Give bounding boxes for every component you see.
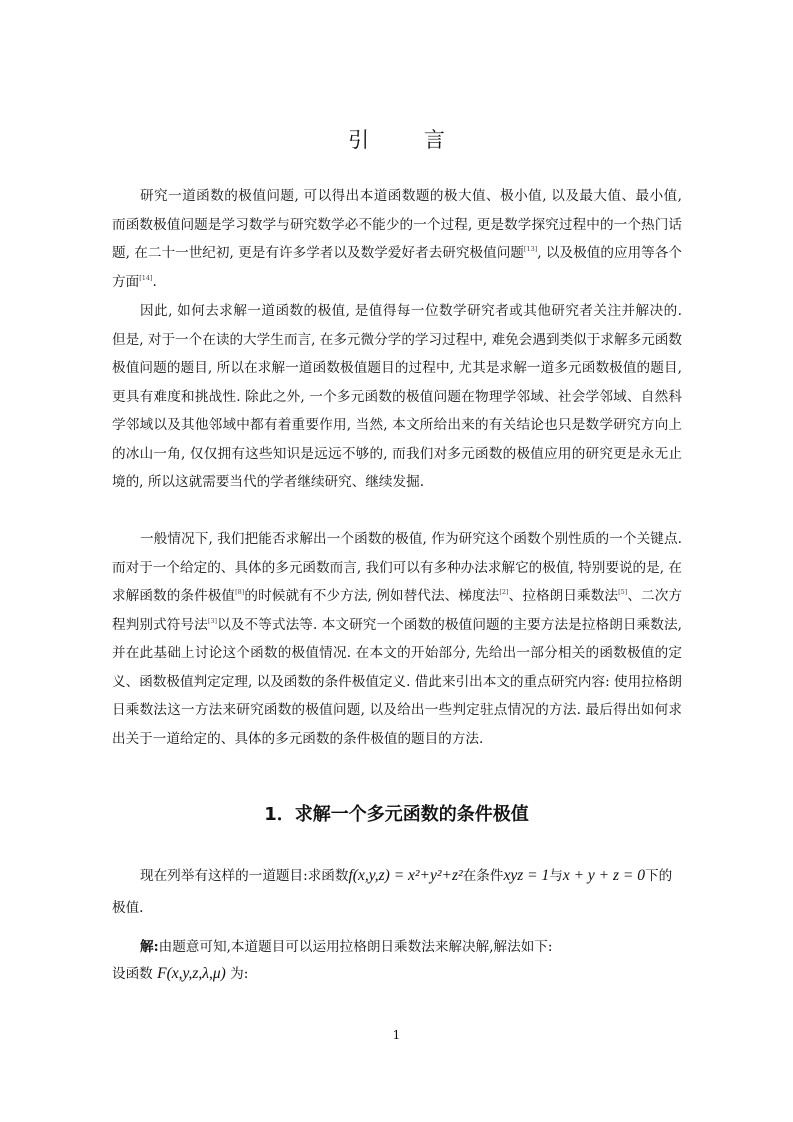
text: 、二次方程判别式符号法 — [112, 588, 683, 633]
define-function-line — [112, 958, 682, 990]
text: 设函数 — [112, 966, 153, 982]
introduction-heading: 引 言 — [348, 128, 469, 152]
text: 与 — [549, 868, 563, 884]
text: 下的极值. — [112, 868, 673, 916]
citation: [3] — [207, 616, 218, 625]
citation: [13] — [523, 245, 538, 254]
text: . — [152, 273, 157, 290]
text: 一般情况下, 我们把能否求解出一个函数的极值, 作为研究这个函数个别性质的一个关键点. 而对于一个给定的、具体的多元函数而言, 我们可以有多种办法求解它的极值, 特别要说的是, 在求解函数的条件极值 — [112, 531, 682, 604]
text: 研究一道函数的极值问题, 可以得出本道函数题的极大值、极小值, 以及最大值、最小值, 而函数极值问题是学习数学与研究数学必不能少的一个过程, 更是数学探究过程中的一个热门话题, 在二十一世纪初, 更是有许多学者以及数学爱好者去研究极值问题 — [112, 188, 682, 261]
intro-paragraph-1 — [112, 182, 682, 296]
citation: [8] — [235, 588, 245, 597]
constraint-1: xyz = 1 — [503, 867, 550, 884]
solution-label: 解: — [140, 939, 159, 955]
solution-line — [112, 935, 682, 959]
lagrange-function: F(x,y,z,λ,μ) — [157, 965, 226, 982]
problem-statement — [112, 860, 682, 924]
text: 、拉格朗日乘数法 — [508, 588, 619, 604]
text: 为: — [230, 966, 249, 982]
citation: [2] — [499, 588, 509, 597]
text: 以及不等式法等. 本文研究一个函数的极值问题的主要方法是拉格朗日乘数法, 并在此基础上讨论这个函数的极值情况. 在本文的开始部分, 先给出一部分相关的函数极值的定义、函数极值判定定理, 以及函数的条件极值定义. 借此来引出本文的重点研究内容: 使用拉格朗日乘数法这一方法来研究函数的极值问题, 以及给出一些判定驻点情况的方法. 最后得出如何求出关于一道给定的、具体的多元函数的条件极值的题目的方法. — [112, 616, 683, 747]
function-formula: f(x,y,z) = x²+y²+z² — [348, 867, 463, 884]
text: 由题意可知,本道题目可以运用拉格朗日乘数法来解决解,解法如下: — [158, 939, 553, 955]
text: 的时候就有不少方法, 例如替代法、梯度法 — [244, 588, 500, 604]
page-number: 1 — [392, 1028, 401, 1042]
text: 现在列举有这样的一道题目:求函数 — [140, 868, 349, 884]
intro-paragraph-3 — [112, 525, 682, 753]
citation: [5] — [618, 588, 628, 597]
text: 在条件 — [462, 868, 504, 884]
intro-paragraph-2: 因此, 如何去求解一道函数的极值, 是值得每一位数学研究者或其他研究者关注并解决的. 但是, 对于一个在读的大学生而言, 在多元微分学的学习过程中, 难免会遇到类似于求解多元函数极值问题的题目, 所以在求解一道函数极值题目的过程中, 尤其是求解一道多元函数极值的题目, 更具有难度和挑战性. 除此之外, 一个多元函数的极值问题在物理学邻域、社会学邻域、自然科学邻域以及其他邻域中都有着重要作用, 当然, 本文所给出来的有关结论也只是数学研究方向上的冰山一角, 仅仅拥有这些知识是远远不够的, 而我们对多元函数的极值应用的研究更是永无止境的, 所以这就需要当代的学者继续研究、继续发掘. — [112, 303, 682, 490]
citation: [14] — [139, 273, 153, 282]
section-1-heading: 1．求解一个多元函数的条件极值 — [264, 804, 529, 825]
text: , 以及极值的应用等各个方面 — [112, 245, 682, 290]
constraint-2: x + y + z = 0 — [562, 867, 645, 884]
